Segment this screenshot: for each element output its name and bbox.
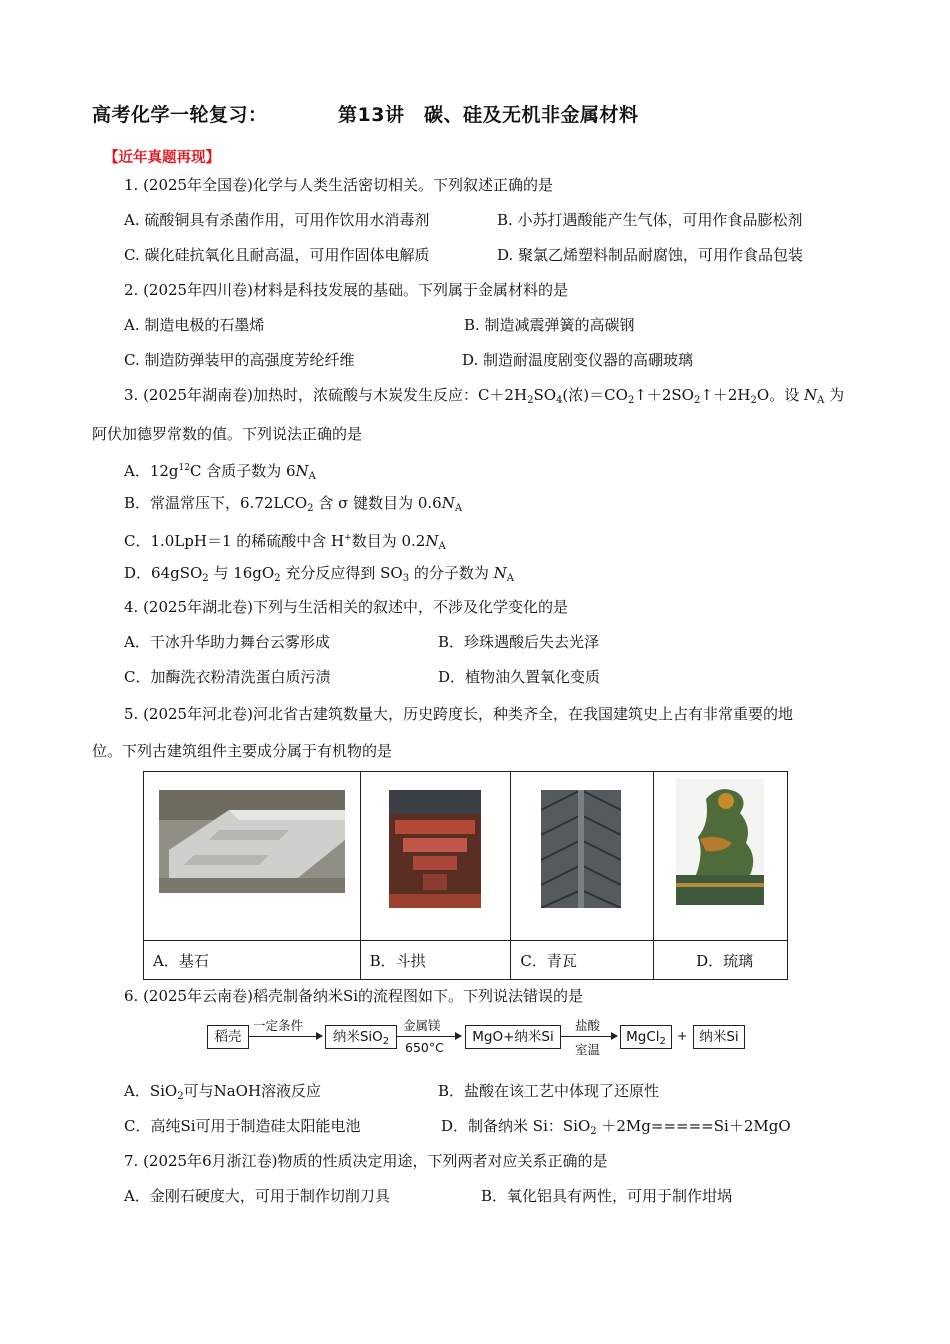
q2-option-d: D. 制造耐温度剧变仪器的高硼玻璃 — [462, 351, 694, 369]
flow-arrow-1 — [249, 1036, 322, 1037]
flow-box-nano-si: 纳米Si — [693, 1025, 745, 1049]
flow-condition-3-top: 盐酸 — [575, 1018, 601, 1033]
q3-option-b: B．常温常压下，$6.72LCO_2$ 含 σ 键数目为 $0.6N_A$ — [124, 494, 463, 514]
q6-option-b: B．盐酸在该工艺中体现了还原性 — [438, 1082, 660, 1100]
title-part1: 高考化学一轮复习： — [92, 104, 268, 126]
section-header: 【近年真题再现】 — [104, 150, 220, 166]
q1-option-d: D. 聚氯乙烯塑料制品耐腐蚀，可用作食品包装 — [497, 246, 804, 264]
q5-option-b: B．斗拱 — [360, 941, 511, 980]
flow-box-rice-husk: 稻壳 — [207, 1025, 249, 1049]
q1-option-c: C. 碳化硅抗氧化且耐高温，可用作固体电解质 — [124, 246, 430, 264]
flow-condition-3-bottom: 室温 — [575, 1042, 601, 1057]
q6-flowchart — [207, 1017, 747, 1059]
flow-box-mgo-si: MgO+纳米Si — [465, 1025, 561, 1049]
q5-stem-line2: 位。下列古建筑组件主要成分属于有机物的是 — [92, 742, 393, 760]
q5-option-a: A．基石 — [144, 941, 361, 980]
page-title — [92, 100, 639, 127]
q6-stem: 6. (2025年云南卷)稻壳制备纳米Si的流程图如下。下列说法错误的是 — [124, 987, 584, 1005]
q4-option-a: A．干冰升华助力舞台云雾形成 — [124, 633, 330, 651]
flow-condition-2-bottom: 650°C — [405, 1040, 444, 1055]
title-part2: 第13讲 碳、硅及无机非金属材料 — [338, 104, 639, 126]
flow-box-mgcl2: MgCl$_2$ — [620, 1025, 672, 1049]
q4-option-b: B．珍珠遇酸后失去光泽 — [438, 633, 600, 651]
flow-plus: + — [677, 1028, 688, 1043]
flow-box-nano-sio2: 纳米SiO$_2$ — [325, 1025, 397, 1049]
q7-option-a: A．金刚石硬度大，可用于制作切削刀具 — [124, 1187, 390, 1205]
q5-option-d: D．琉璃 — [654, 941, 788, 980]
q4-option-d: D．植物油久置氧化变质 — [438, 668, 601, 686]
q3-stem: 3. (2025年湖南卷)加热时，浓硫酸与木炭发生反应：$C+2H_2SO_4$(浓)$=CO_2↑+2SO_2↑+2H_2O$。设 $N_A$ 为 — [124, 386, 845, 406]
q1-stem: 1. (2025年全国卷)化学与人类生活密切相关。下列叙述正确的是 — [124, 176, 553, 194]
q3-option-d: D．64gSO$_2$ 与 $16gO_2$ 充分反应得到 $SO_3$ 的分子数为 $N_A$ — [124, 564, 514, 584]
flow-arrow-3 — [561, 1036, 617, 1037]
flow-arrow-2 — [397, 1036, 461, 1037]
image-cell-b — [360, 772, 511, 941]
q2-option-c: C. 制造防弹装甲的高强度芳纶纤维 — [124, 351, 355, 369]
image-cell-d — [654, 772, 788, 941]
q7-stem: 7. (2025年6月浙江卷)物质的性质决定用途，下列两者对应关系正确的是 — [124, 1152, 608, 1170]
q3-option-c: C．1.0LpH＝1 的稀硫酸中含 H+数目为 $0.2N_A$ — [124, 532, 446, 552]
q1-option-b: B. 小苏打遇酸能产生气体，可用作食品膨松剂 — [497, 211, 803, 229]
q5-option-c: C．青瓦 — [511, 941, 654, 980]
dougong-bracket-image — [389, 790, 481, 908]
q3-stem-line2: 阿伏加德罗常数的值。下列说法正确的是 — [92, 425, 363, 443]
q6-option-a: A．SiO$_2$可与NaOH溶液反应 — [124, 1082, 322, 1102]
q1-option-a: A. 硫酸铜具有杀菌作用，可用作饮用水消毒剂 — [124, 211, 430, 229]
q5-stem-line1: 5. (2025年河北卷)河北省古建筑数量大，历史跨度长，种类齐全，在我国建筑史上占有非常重要的地 — [124, 705, 793, 723]
image-cell-a — [144, 772, 361, 941]
q2-option-a: A. 制造电极的石墨烯 — [124, 316, 265, 334]
flow-condition-1: 一定条件 — [253, 1018, 304, 1033]
q7-option-b: B．氧化铝具有两性，可用于制作坩埚 — [481, 1187, 733, 1205]
image-cell-c — [511, 772, 654, 941]
q3-option-a: A．$12g^{12}C$ 含质子数为 $6N_A$ — [124, 462, 316, 482]
glazed-tile-image — [676, 779, 764, 905]
q4-stem: 4. (2025年湖北卷)下列与生活相关的叙述中，不涉及化学变化的是 — [124, 598, 568, 616]
q5-image-table — [143, 771, 788, 980]
q6-option-d: D．制备纳米 Si：SiO$_2$ ＋2Mg=====Si＋2MgO — [441, 1117, 791, 1137]
q2-option-b: B. 制造减震弹簧的高碳钢 — [464, 316, 635, 334]
foundation-stone-image — [159, 790, 345, 893]
q2-stem: 2. (2025年四川卷)材料是科技发展的基础。下列属于金属材料的是 — [124, 281, 568, 299]
q6-option-c: C．高纯Si可用于制造硅太阳能电池 — [124, 1117, 361, 1135]
flow-condition-2-top: 金属镁 — [403, 1018, 441, 1033]
grey-tile-image — [541, 790, 621, 908]
q4-option-c: C．加酶洗衣粉清洗蛋白质污渍 — [124, 668, 331, 686]
